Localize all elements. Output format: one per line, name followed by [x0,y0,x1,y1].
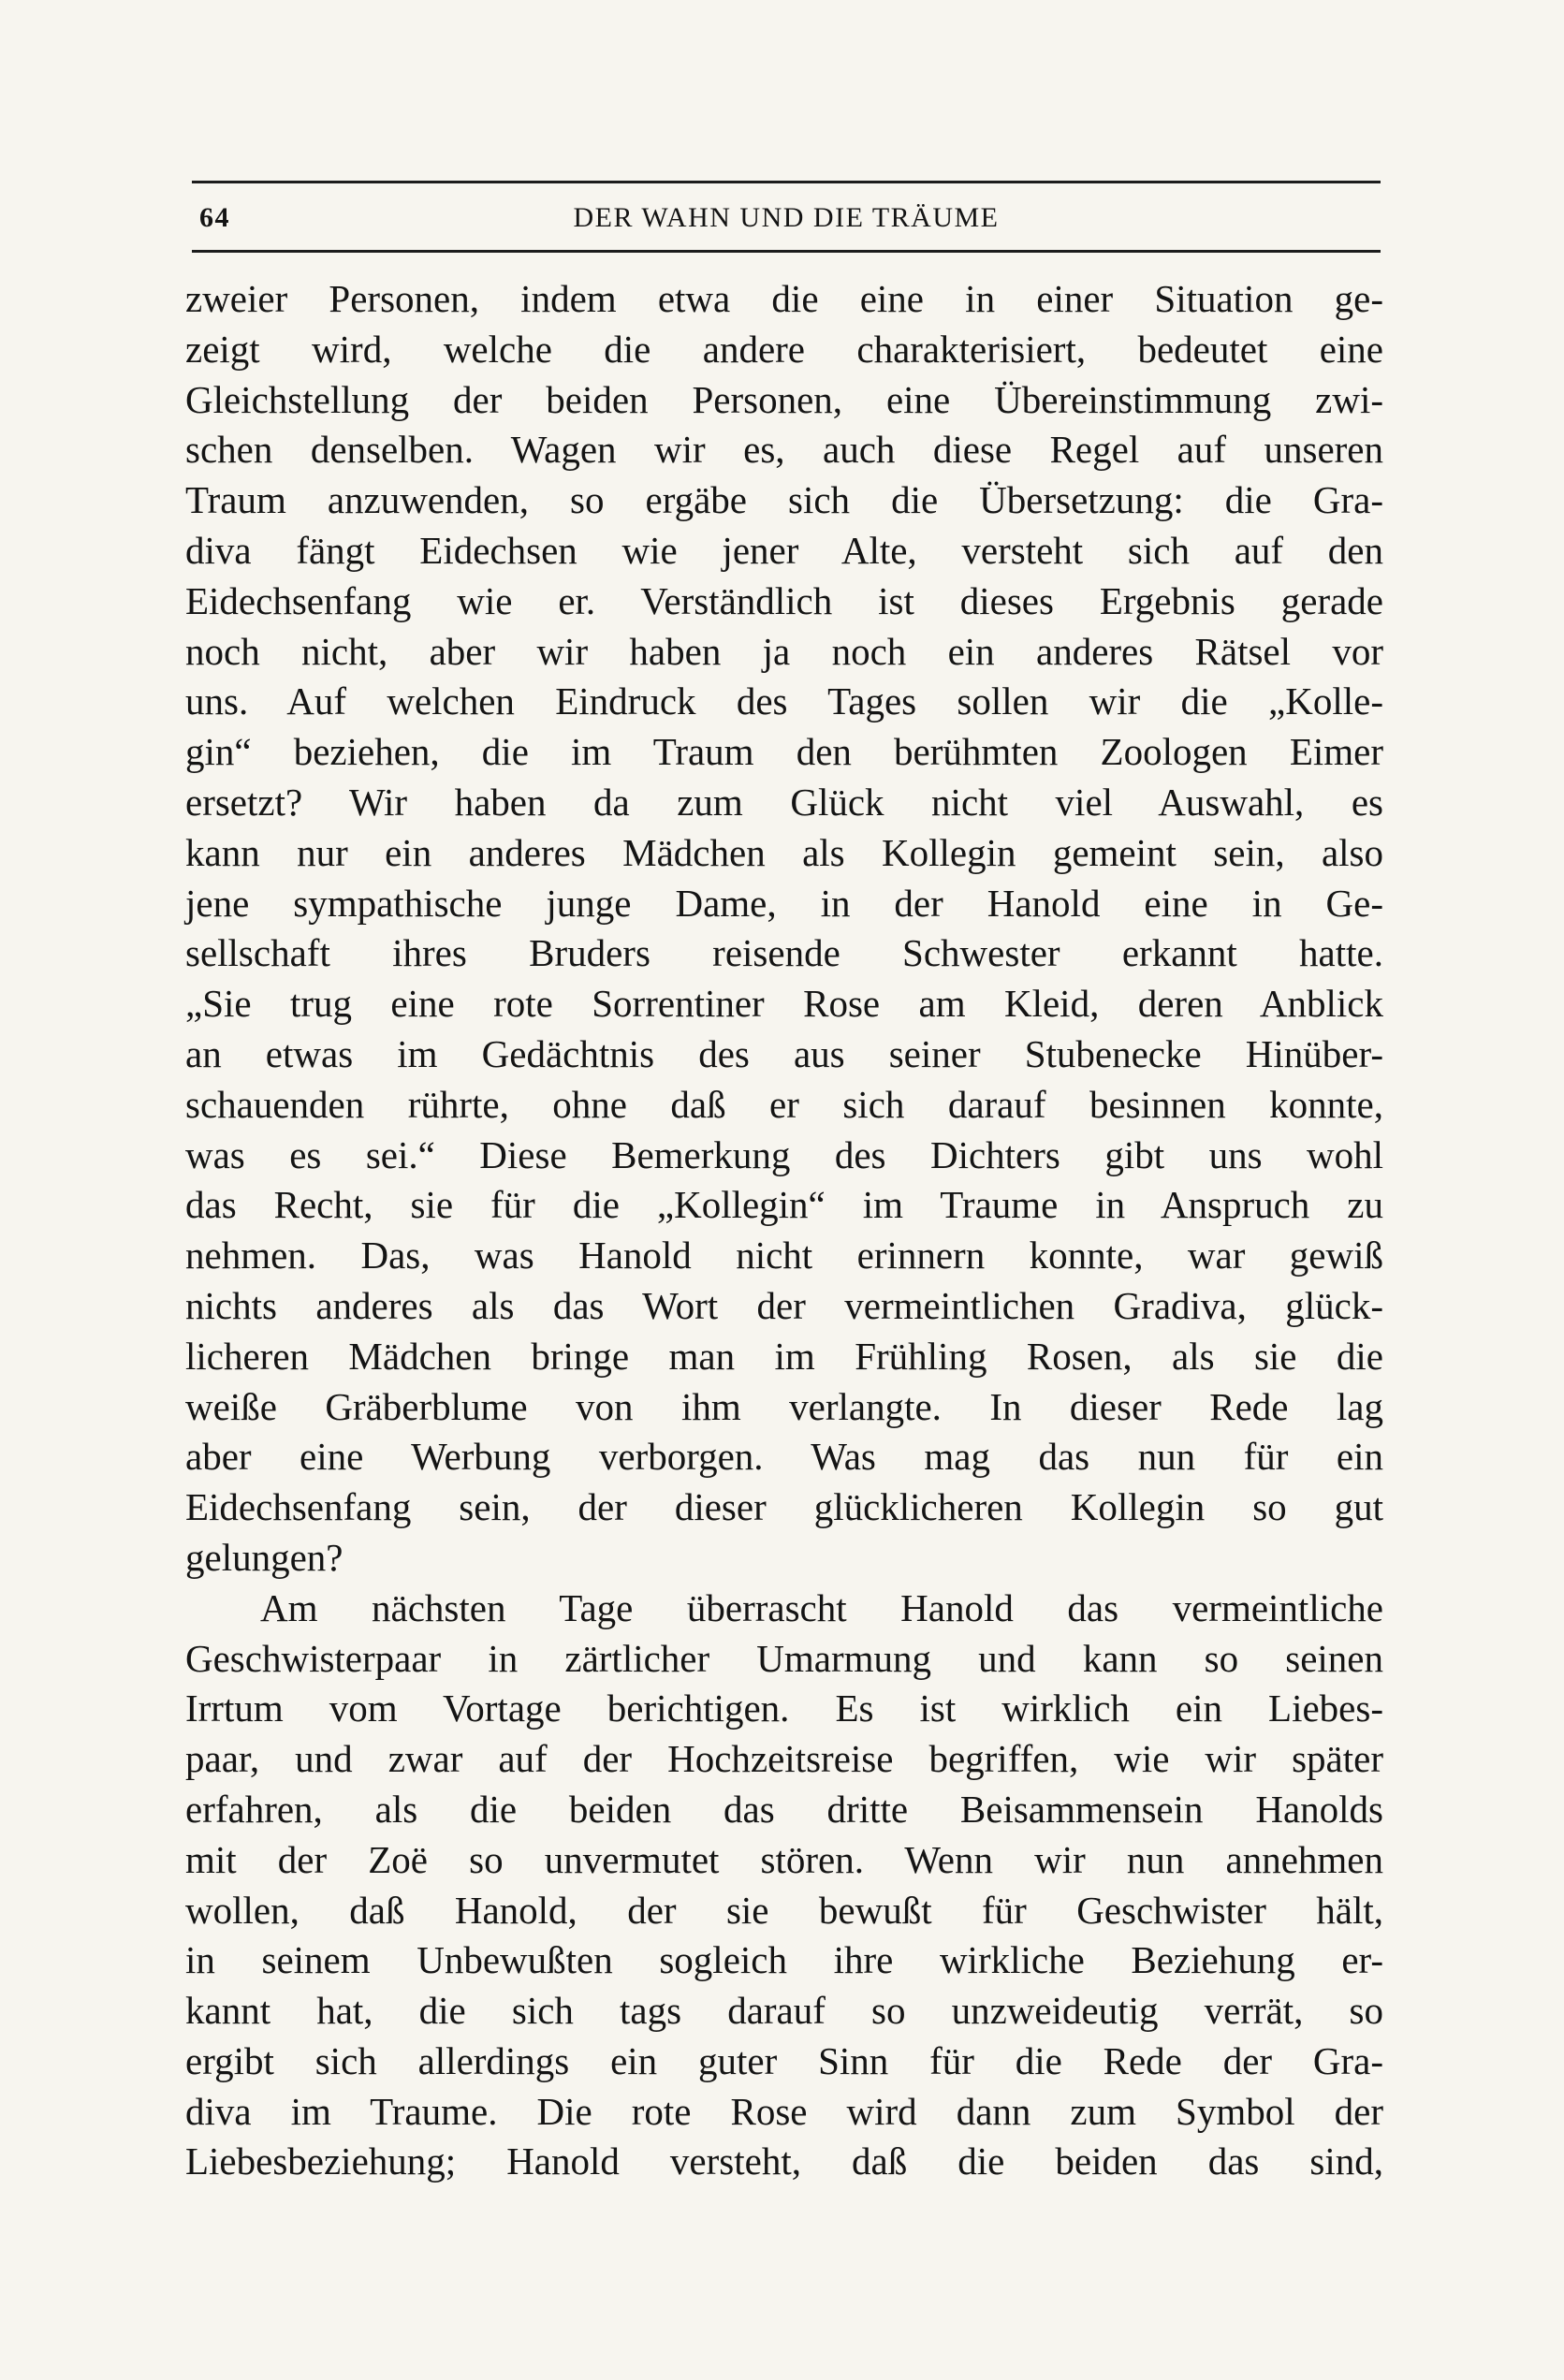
text-line: schauenden rührte, ohne daß er sich darauf besinnen konnte, [185,1082,1383,1126]
text-line: Irrtum vom Vortage berichtigen. Es ist wirklich ein Liebes- [185,1686,1383,1730]
text-line: erfahren, als die beiden das dritte Beisammensein Hanolds [185,1787,1383,1831]
text-line: noch nicht, aber wir haben ja noch ein anderes Rätsel vor [185,629,1383,673]
text-line: diva fängt Eidechsen wie jener Alte, versteht sich auf den [185,528,1383,572]
header-bottom-rule [192,250,1381,253]
text-line: kannt hat, die sich tags darauf so unzweideutig verrät, so [185,1989,1383,2033]
page-number: 64 [199,202,230,233]
text-line: aber eine Werbung verborgen. Was mag das nun für ein [185,1435,1383,1479]
text-line: nichts anderes als das Wort der vermeintlichen Gradiva, glück- [185,1283,1383,1327]
text-line: sellschaft ihres Bruders reisende Schwester erkannt hatte. [185,931,1383,975]
text-line: das Recht, sie für die „Kollegin“ im Traume in Anspruch zu [185,1183,1383,1227]
text-line: gelungen? [185,1535,343,1579]
text-line: gin“ beziehen, die im Traum den berühmten Zoologen Eimer [185,730,1383,774]
body-text [185,274,1383,2187]
text-line: Geschwisterpaar in zärtlicher Umarmung und kann so seinen [185,1636,1383,1680]
text-line: Traum anzuwenden, so ergäbe sich die Übersetzung: die Gra- [185,478,1383,522]
text-line: nehmen. Das, was Hanold nicht erinnern konnte, war gewiß [185,1234,1383,1278]
text-line: weiße Gräberblume von ihm verlangte. In dieser Rede lag [185,1384,1383,1428]
text-line: wollen, daß Hanold, der sie bewußt für Geschwister hält, [185,1888,1383,1932]
text-line: diva im Traume. Die rote Rose wird dann zum Symbol der [185,2089,1383,2133]
text-line: licheren Mädchen bringe man im Frühling Rosen, als sie die [185,1334,1383,1378]
text-line: paar, und zwar auf der Hochzeitsreise begriffen, wie wir später [185,1737,1383,1781]
text-line: ergibt sich allerdings ein guter Sinn für die Rede der Gra- [185,2038,1383,2082]
text-line: jene sympathische junge Dame, in der Hanold eine in Ge- [185,881,1383,925]
text-line: in seinem Unbewußten sogleich ihre wirkliche Beziehung er- [185,1938,1383,1982]
text-line: Gleichstellung der beiden Personen, eine Übereinstimmung zwi- [185,377,1383,421]
text-line: an etwas im Gedächtnis des aus seiner Stubenecke Hinüber- [185,1031,1383,1075]
header-top-rule [192,181,1381,183]
text-line: was es sei.“ Diese Bemerkung des Dichters gibt uns wohl [185,1132,1383,1176]
text-line: uns. Auf welchen Eindruck des Tages sollen wir die „Kolle- [185,679,1383,723]
running-title: DER WAHN UND DIE TRÄUME [573,202,1000,233]
paragraph-2 [185,1584,1383,2188]
text-line: Eidechsenfang sein, der dieser glücklicheren Kollegin so gut [185,1485,1383,1529]
text-line: ersetzt? Wir haben da zum Glück nicht viel Auswahl, es [185,780,1383,824]
text-line: Eidechsenfang wie er. Verständlich ist dieses Ergebnis gerade [185,578,1383,622]
paragraph-1 [185,274,1383,1584]
text-line: Am nächsten Tage überrascht Hanold das vermeintliche [260,1585,1383,1629]
text-line: zweier Personen, indem etwa die eine in einer Situation ge- [185,277,1383,320]
text-line: kann nur ein anderes Mädchen als Kollegin gemeint sein, also [185,830,1383,874]
text-line: schen denselben. Wagen wir es, auch diese Regel auf unseren [185,428,1383,472]
text-line: Liebesbeziehung; Hanold versteht, daß die beiden das sind, [185,2139,1383,2183]
text-line: zeigt wird, welche die andere charakterisiert, bedeutet eine [185,327,1383,371]
running-head [192,197,1381,243]
text-line: „Sie trug eine rote Sorrentiner Rose am Kleid, deren Anblick [185,982,1383,1026]
text-line: mit der Zoë so unvermutet stören. Wenn wir nun annehmen [185,1837,1383,1881]
